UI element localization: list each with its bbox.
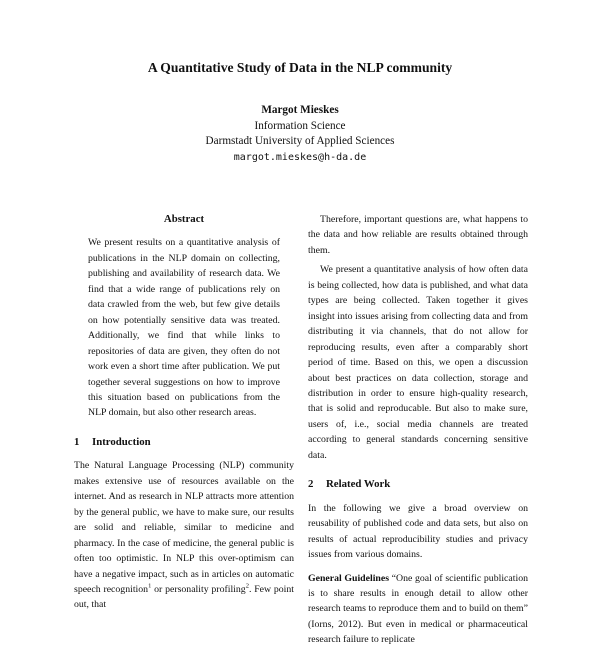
author-affiliation: Darmstadt University of Applied Sciences <box>205 135 395 147</box>
footnote-marker-2[interactable]: 2 <box>245 582 249 590</box>
general-guidelines-paragraph <box>308 571 528 648</box>
intro-text-part: . Few point out, that <box>74 583 295 611</box>
left-column <box>74 212 294 613</box>
author-email[interactable]: margot.mieskes@h-da.de <box>233 151 367 163</box>
paragraph-questions: Therefore, important questions are, what happens to the data and how reliable are results obtained through them. <box>308 214 528 256</box>
abstract-text: We present results on a quantitative analysis of publications in the NLP domain on collecting, publishing and availability of research data. We find that a wide range of publications rely on data crawled from the web, but few give details on how potentially sensitive data was treated. Additionally, we find that while links to repositories of data are given, they often do not work even a short time after publication. We put together several suggestions on how to improve this situation based on publications from the NLP domain, but also other research areas. <box>88 237 280 419</box>
footnote-marker-1[interactable]: 1 <box>148 582 152 590</box>
introduction-paragraph <box>74 458 294 613</box>
section-number: 1 <box>74 435 80 448</box>
paragraph-analysis: We present a quantitative analysis of how often data is being collected, how data is published, and what data types are being collected. Taken together it gives insight into issues arising from collecting data and from distributing it via channels, that do not allow for reproducing results, even after a comparably short period of time. Based on this, we open a discussion about best practices on data collection, storage and distribution in order to ensure high-quality research, that is solid and reproducable. But also to make sure, users of, i.e., social media channels are treated according to general standards concerning sensitive data. <box>308 264 528 461</box>
author-name: Margot Mieskes <box>261 104 339 116</box>
section-title: Related Work <box>326 478 391 491</box>
intro-text-part: The Natural Language Processing (NLP) community makes extensive use of resources available on the internet. And as research in NLP attracts more attention by the general public, we have to make sure, our results are solid and reliable, similar to medicine and pharmacy. In the case of medicine, the general public is often too optimistic. In NLP this over-optimism can have a negative impact, such as in articles on automatic speech recognition <box>74 460 294 595</box>
author-block <box>0 103 600 165</box>
section-title: Introduction <box>92 435 151 448</box>
abstract-heading: Abstract <box>163 213 205 225</box>
related-work-heading <box>308 477 528 492</box>
general-guidelines-label: General Guidelines <box>308 572 390 584</box>
related-work-intro: In the following we give a broad overview on reusability of published code and data sets, but also on results of actual reproducibility studies and privacy issues from various domains. <box>308 502 528 561</box>
introduction-heading <box>74 435 294 450</box>
right-column <box>308 212 528 648</box>
general-guidelines-text: “One goal of scientific publication is to share results in enough detail to allow other research teams to reproduce them and to build on them” (Iorns, 2012). But even in medical or pharmaceutical research failure to replicate <box>308 572 528 646</box>
abstract-body <box>88 235 280 420</box>
intro-text-part: or personality profiling <box>151 583 246 595</box>
author-department: Information Science <box>254 119 346 132</box>
section-number: 2 <box>308 478 314 491</box>
paper-title: A Quantitative Study of Data in the NLP community <box>147 60 453 75</box>
